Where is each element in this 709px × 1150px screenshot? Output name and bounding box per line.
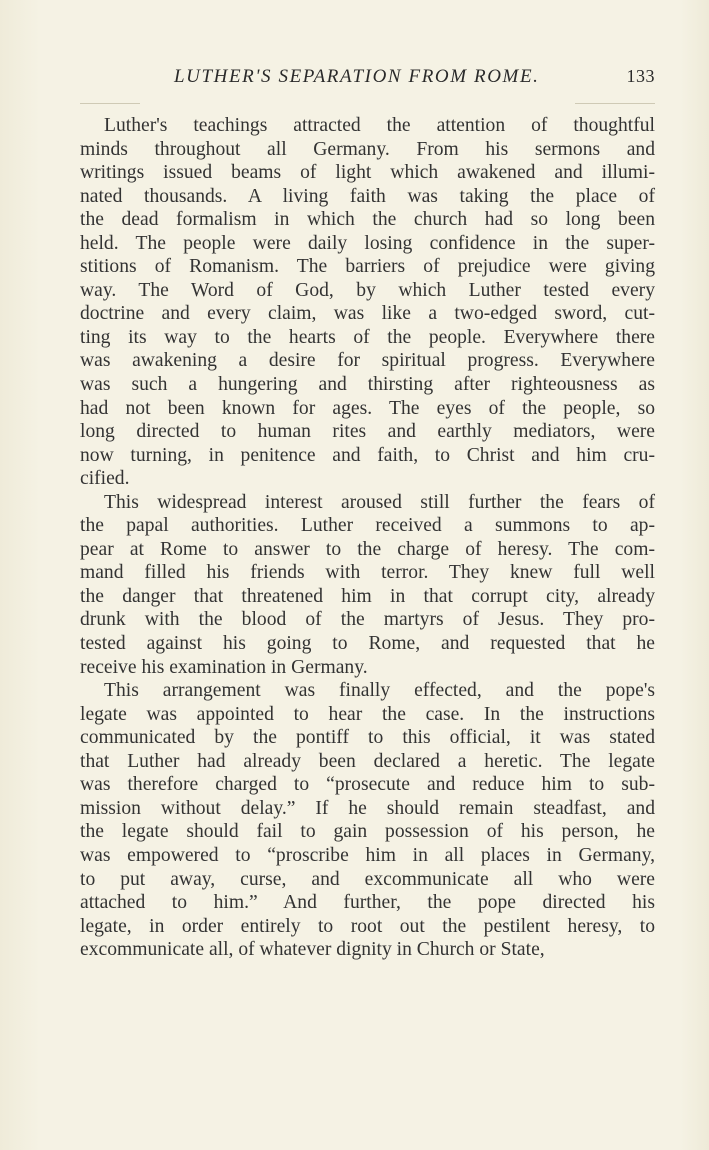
text-line: drunk with the blood of the martyrs of Jesus. They pro- bbox=[80, 609, 655, 631]
text-line: ting its way to the hearts of the people. Everywhere there bbox=[80, 326, 655, 348]
text-line: tested against his going to Rome, and requested that he bbox=[80, 633, 655, 655]
running-head bbox=[80, 66, 655, 94]
text-line: mission without delay.” If he should remain steadfast, and bbox=[80, 797, 655, 819]
text-line: cified. bbox=[80, 468, 130, 490]
text-line: writings issued beams of light which awakened and illumi- bbox=[80, 162, 655, 184]
text-line: This arrangement was finally effected, and the pope's bbox=[104, 680, 655, 702]
text-line: legate, in order entirely to root out the pestilent heresy, to bbox=[80, 915, 655, 937]
page-number: 133 bbox=[626, 66, 655, 86]
text-line: was awakening a desire for spiritual progress. Everywhere bbox=[80, 350, 655, 372]
text-line: held. The people were daily losing confidence in the super- bbox=[80, 232, 655, 254]
text-line: that Luther had already been declared a heretic. The legate bbox=[80, 750, 655, 772]
text-line: communicated by the pontiff to this official, it was stated bbox=[80, 727, 655, 749]
header-rule-left bbox=[80, 103, 140, 104]
header-rule-right bbox=[575, 103, 655, 104]
text-line: was therefore charged to “prosecute and reduce him to sub- bbox=[80, 774, 655, 796]
text-line: This widespread interest aroused still further the fears of bbox=[104, 491, 655, 513]
text-line: stitions of Romanism. The barriers of prejudice were giving bbox=[80, 256, 655, 278]
text-line: now turning, in penitence and faith, to Christ and him cru- bbox=[80, 444, 655, 466]
text-line: to put away, curse, and excommunicate all who were bbox=[80, 868, 655, 890]
text-line: pear at Rome to answer to the charge of heresy. The com- bbox=[80, 538, 655, 560]
text-line: minds throughout all Germany. From his sermons and bbox=[80, 138, 655, 160]
text-line: had not been known for ages. The eyes of the people, so bbox=[80, 397, 655, 419]
running-title: LUTHER'S SEPARATION FROM ROME. bbox=[174, 66, 540, 87]
paragraph bbox=[80, 114, 655, 491]
text-line: was empowered to “proscribe him in all places in Germany, bbox=[80, 844, 655, 866]
text-line: legate was appointed to hear the case. In the instructions bbox=[80, 703, 655, 725]
text-line: the papal authorities. Luther received a summons to ap- bbox=[80, 515, 655, 537]
text-line: doctrine and every claim, was like a two-edged sword, cut- bbox=[80, 303, 655, 325]
text-line: long directed to human rites and earthly mediators, were bbox=[80, 421, 655, 443]
text-line: the dead formalism in which the church had so long been bbox=[80, 209, 655, 231]
text-line: mand filled his friends with terror. They knew full well bbox=[80, 562, 655, 584]
text-line: nated thousands. A living faith was taking the place of bbox=[80, 185, 655, 207]
text-line: way. The Word of God, by which Luther tested every bbox=[80, 279, 655, 301]
paragraph bbox=[80, 491, 655, 679]
text-line: Luther's teachings attracted the attention of thoughtful bbox=[104, 115, 655, 136]
body-text bbox=[80, 114, 655, 962]
text-line: receive his examination in Germany. bbox=[80, 656, 368, 678]
paragraph bbox=[80, 679, 655, 962]
text-line: was such a hungering and thirsting after righteousness as bbox=[80, 374, 655, 396]
text-line: the legate should fail to gain possession of his person, he bbox=[80, 821, 655, 843]
text-line: the danger that threatened him in that corrupt city, already bbox=[80, 585, 655, 607]
text-line: excommunicate all, of whatever dignity in Church or State, bbox=[80, 939, 545, 961]
text-line: attached to him.” And further, the pope directed his bbox=[80, 892, 655, 914]
